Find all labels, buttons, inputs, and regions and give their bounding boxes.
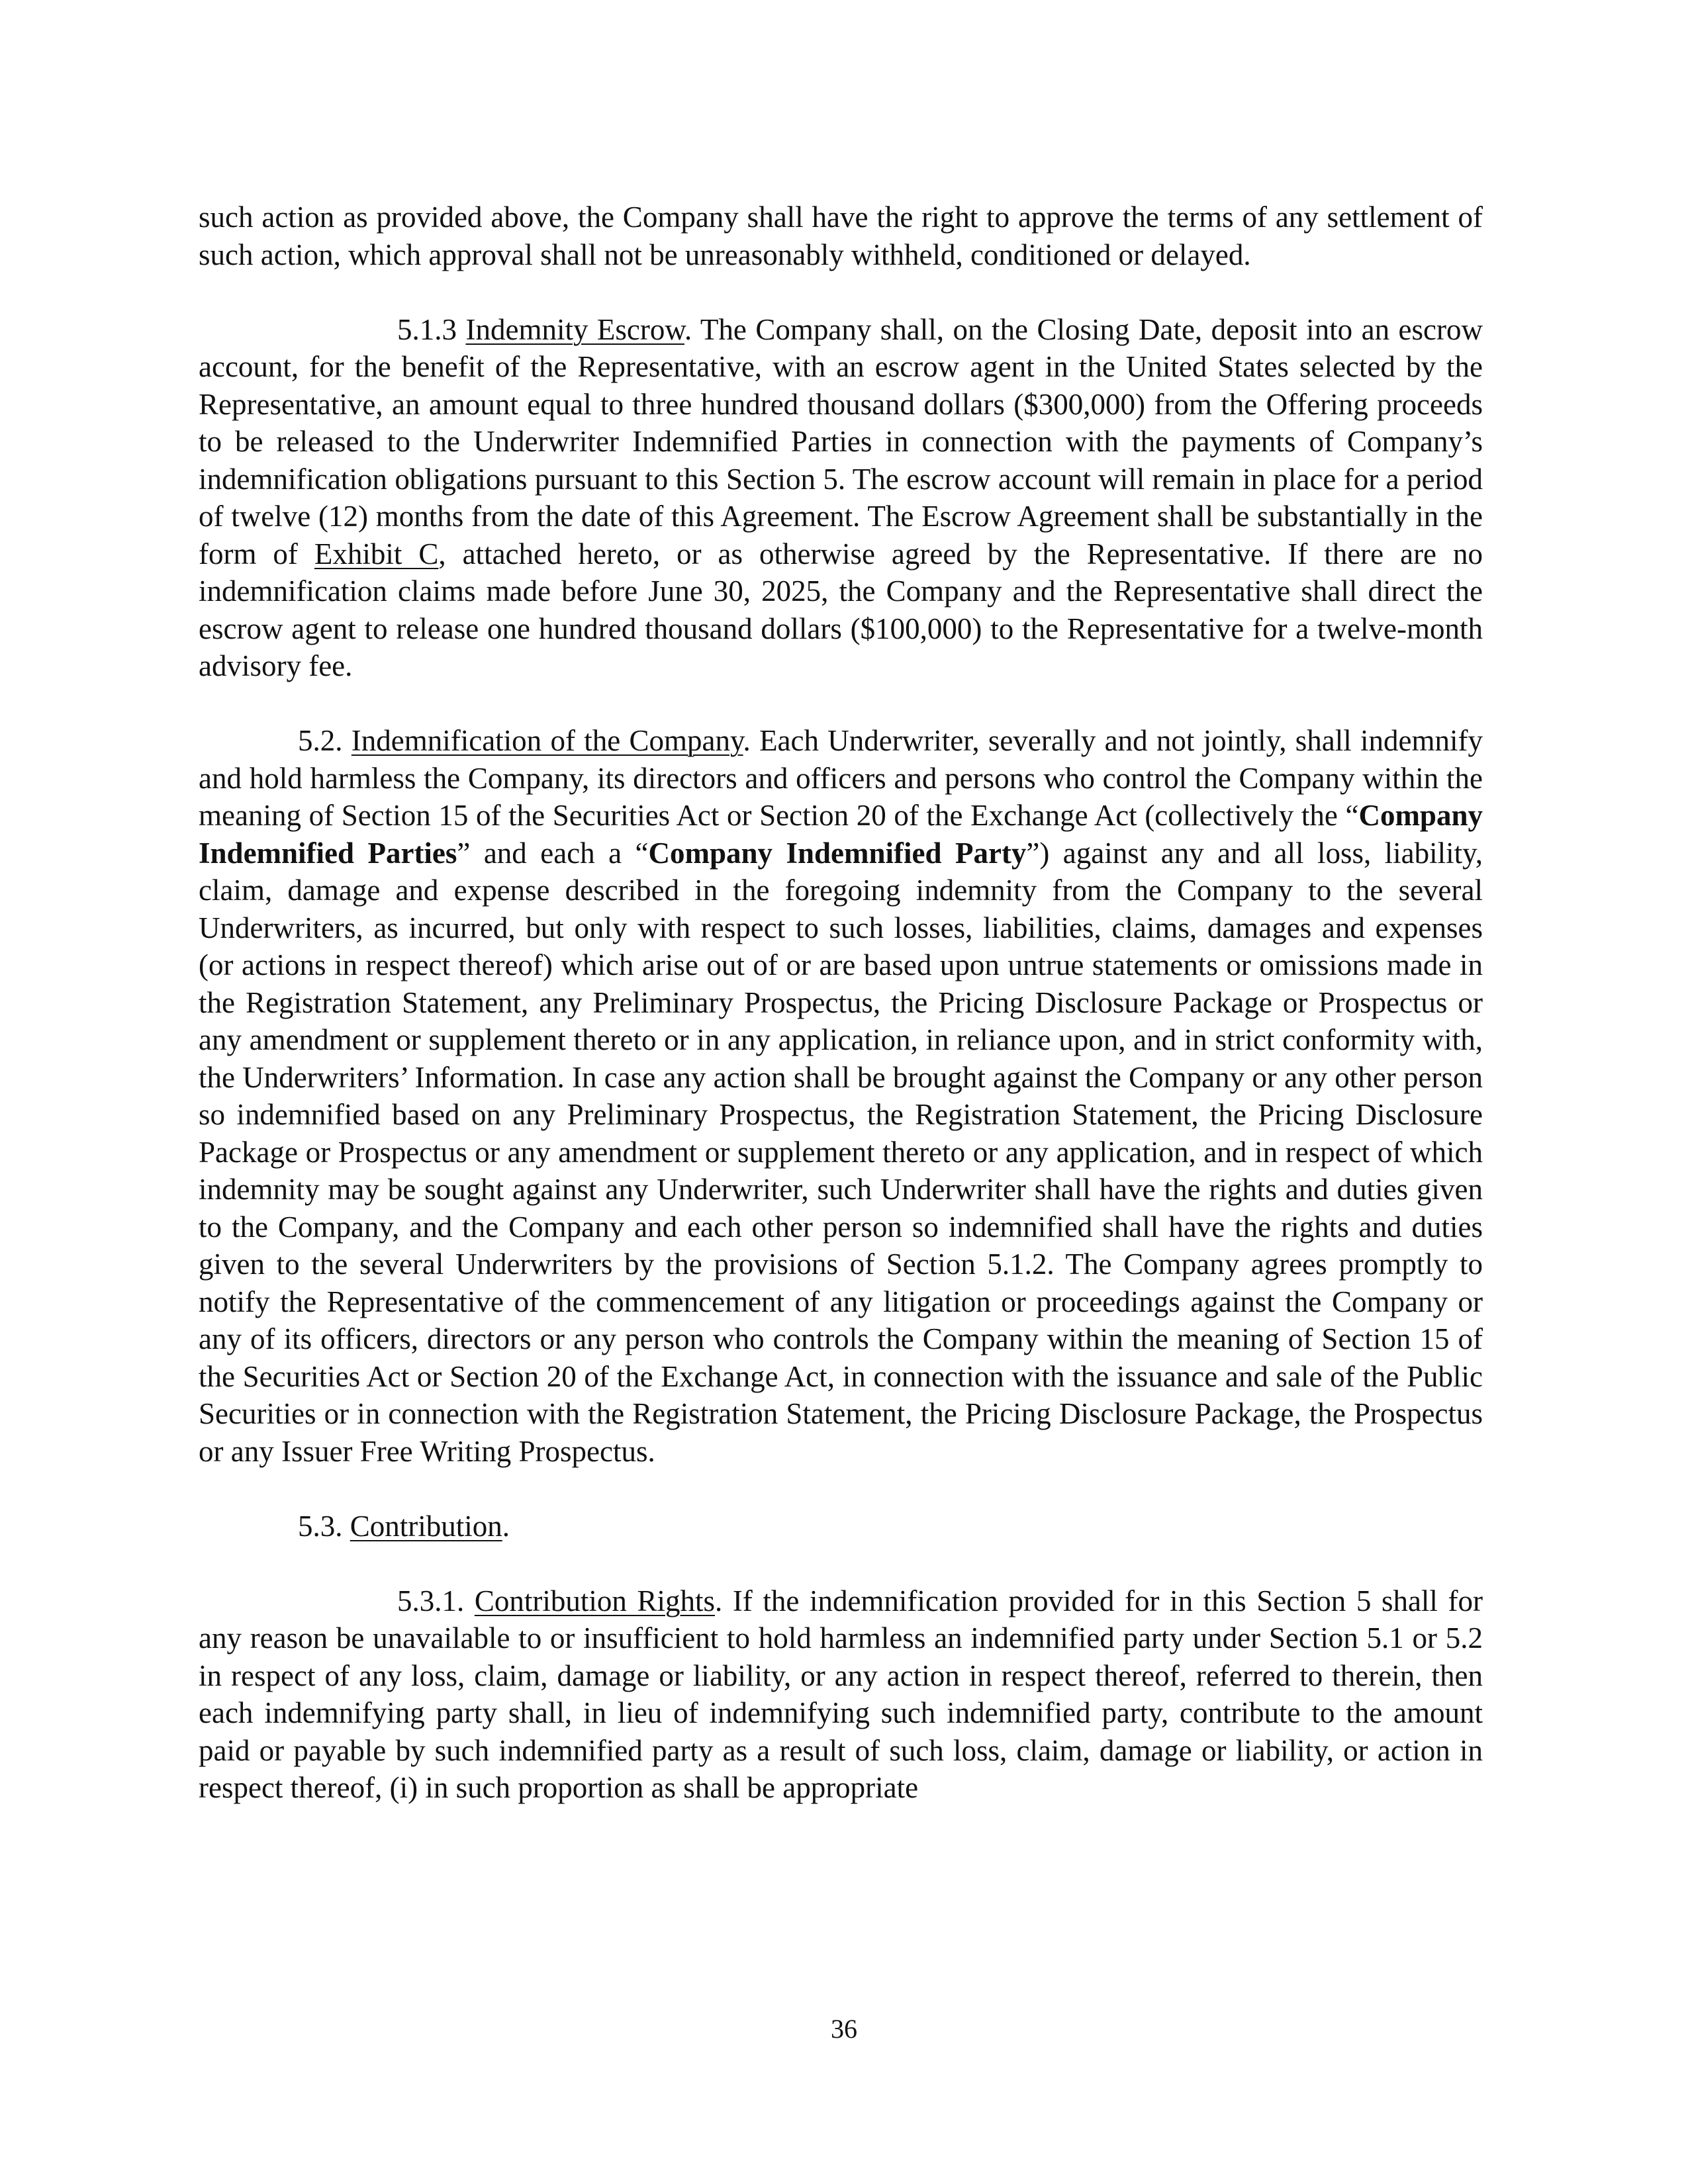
section-heading-indemnification-of-company: Indemnification of the Company [351, 724, 743, 757]
paragraph-text: . The Company shall, on the Closing Date, deposit into an escrow account, for the benefit of the Representative, with an escrow agent in the United States selected by the Representative, an amount equal to three hundred thousand dollars ($300,000) from the Offering proceeds to be released to the Underwriter Indemnified Parties in connection with the payments of Company’s indemnification obligations pursuant to this Section 5. The escrow account will remain in place for a period of twelve (12) months from the date of this Agreement. The Escrow Agreement shall be substantially in the form of [199, 312, 1483, 570]
defined-term: Company Indemnified Party [648, 836, 1027, 870]
section-5-3-1-paragraph [199, 1582, 1483, 1807]
page-number: 36 [831, 2014, 857, 2044]
section-heading-indemnity-escrow: Indemnity Escrow [465, 312, 684, 346]
paragraph-continuation [199, 199, 1483, 273]
section-5-2-paragraph [199, 722, 1483, 1470]
paragraph-text: . Each Underwriter, severally and not jointly, shall indemnify and hold harmless the Company, its directors and officers and persons who control the Company within the meaning of Section 15 of the Securities Act or Section 20 of the Exchange Act (collectively the “ [199, 724, 1483, 832]
section-number: 5.2. [298, 724, 352, 757]
section-5-1-3-paragraph [199, 311, 1483, 685]
document-page [199, 199, 1483, 1844]
paragraph-text: , attached hereto, or as otherwise agreed by the Representative. If there are no indemnification claims made before June 30, 2025, the Company and the Representative shall direct the escrow agent to release one hundred thousand dollars ($100,000) to the Representative for a twelve-month advisory fee. [199, 537, 1483, 682]
exhibit-reference: Exhibit C [314, 537, 439, 570]
paragraph-text: ”) against any and all loss, liability, claim, damage and expense described in the foregoing indemnity from the Company to the several Underwriters, as incurred, but only with respect to such losses, liabilities, claims, damages and expenses (or actions in respect thereof) which arise out of or are based upon untrue statements or omissions made in the Registration Statement, any Preliminary Prospectus, the Pricing Disclosure Package or Prospectus or any amendment or supplement thereto or in any application, in reliance upon, and in strict conformity with, the Underwriters’ Information. In case any action shall be brought against the Company or any other person so indemnified based on any Preliminary Prospectus, the Registration Statement, the Pricing Disclosure Package or Prospectus or any amendment or supplement thereto or any application, and in respect of which indemnity may be sought against any Underwriter, such Underwriter shall have the rights and duties given to the Company, and the Company and each other person so indemnified shall have the rights and duties given to the several Underwriters by the provisions of Section 5.1.2. The Company agrees promptly to notify the Representative of the commencement of any litigation or proceedings against the Company or any of its officers, directors or any person who controls the Company within the meaning of Section 15 of the Securities Act or Section 20 of the Exchange Act, in connection with the issuance and sale of the Public Securities or in connection with the Registration Statement, the Pricing Disclosure Package, the Prospectus or any Issuer Free Writing Prospectus. [199, 836, 1483, 1468]
defined-term: Company Indemnified Parties [199, 799, 1483, 870]
section-number: 5.3. [298, 1509, 350, 1543]
section-number: 5.1.3 [397, 312, 466, 346]
paragraph-text: . [502, 1509, 510, 1543]
section-heading-contribution-rights: Contribution Rights [474, 1584, 715, 1617]
section-number: 5.3.1. [397, 1584, 475, 1617]
section-heading-contribution: Contribution [350, 1509, 502, 1543]
paragraph-text: ” and each a “ [457, 836, 649, 870]
paragraph-text: such action as provided above, the Company shall have the right to approve the terms of any settlement of such action, which approval shall not be unreasonably withheld, conditioned or delayed. [199, 201, 1483, 271]
paragraph-text: . If the indemnification provided for in this Section 5 shall for any reason be unavailable to or insufficient to hold harmless an indemnified party under Section 5.1 or 5.2 in respect of any loss, claim, damage or liability, or any action in respect thereof, referred to therein, then each indemnifying party shall, in lieu of indemnifying such indemnified party, contribute to the amount paid or payable by such indemnified party as a result of such loss, claim, damage or liability, or action in respect thereof, (i) in such proportion as shall be appropriate [199, 1584, 1483, 1804]
section-5-3-heading [199, 1508, 1483, 1545]
